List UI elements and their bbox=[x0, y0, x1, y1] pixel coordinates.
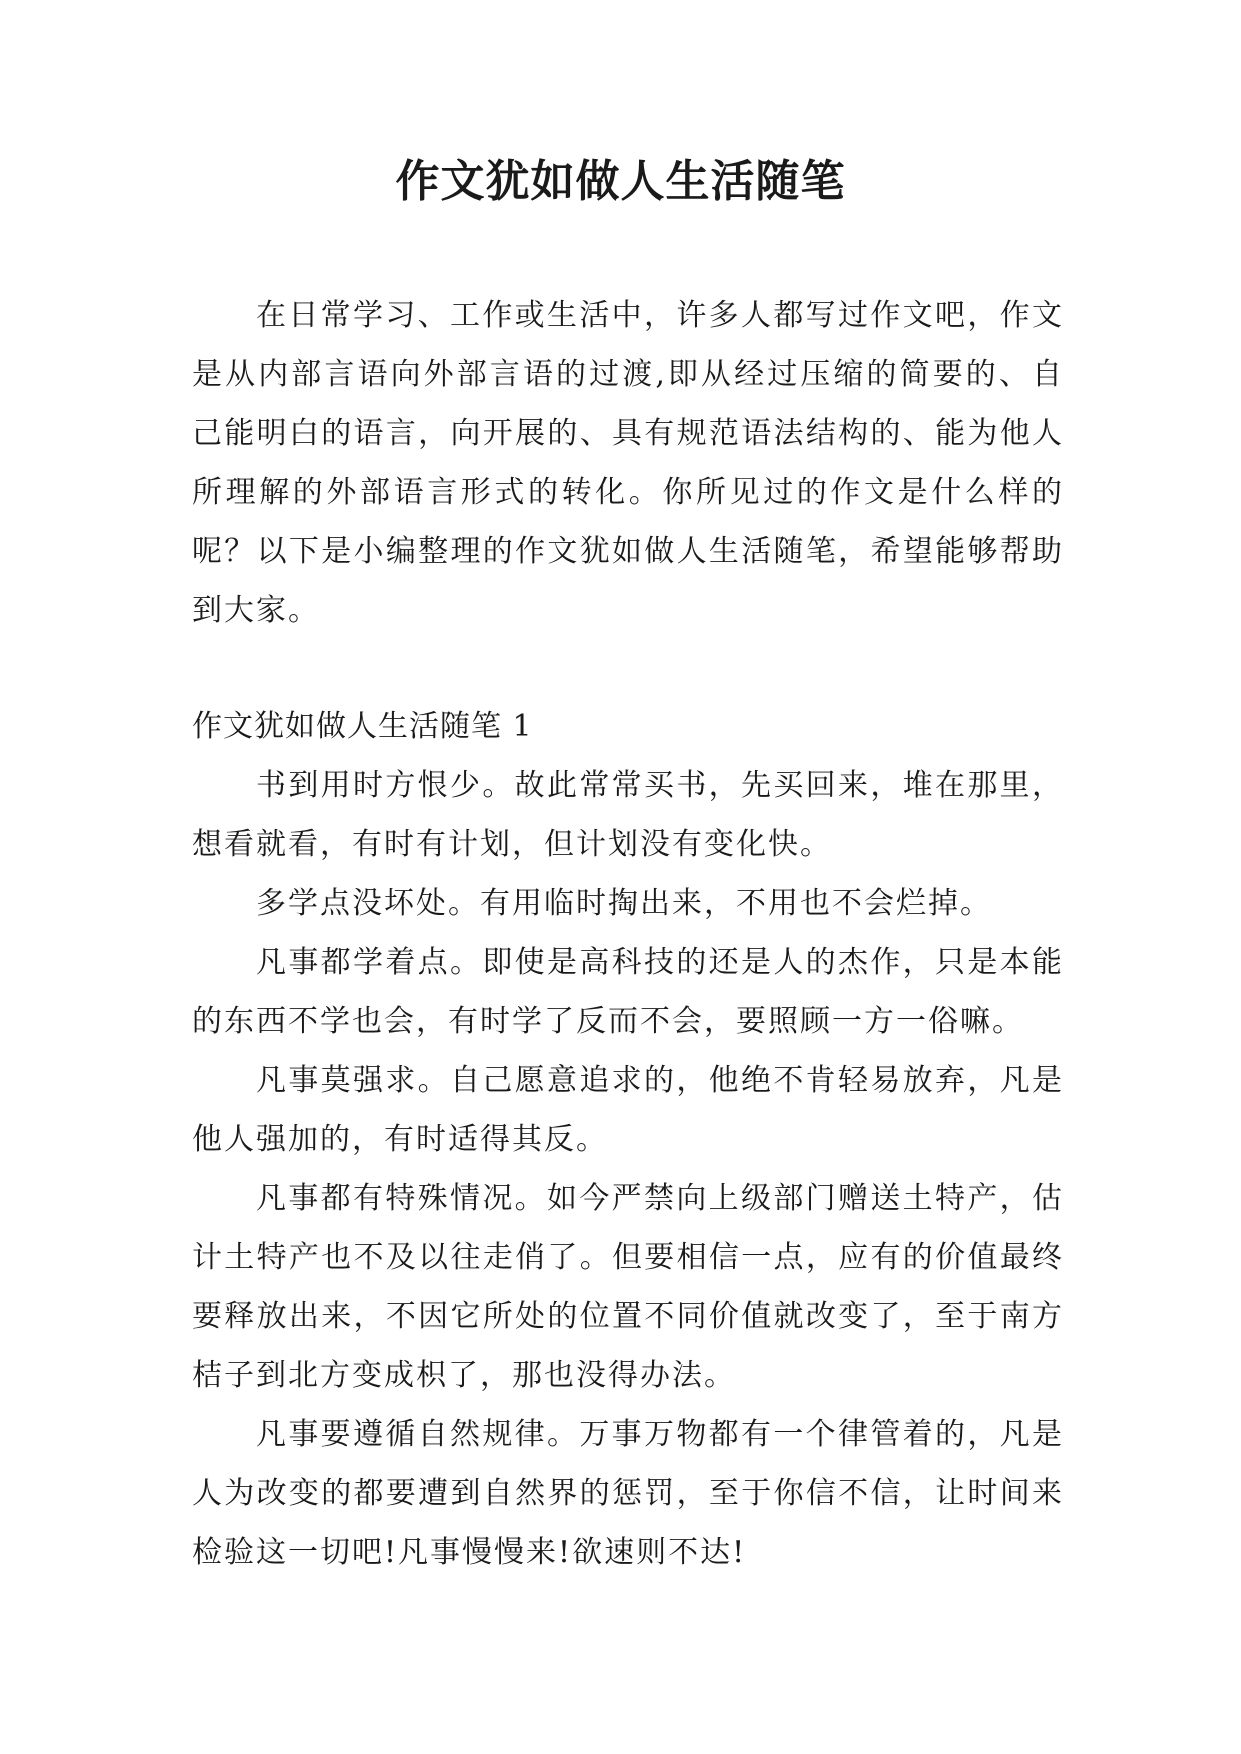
body-paragraph: 凡事要遵循自然规律。万事万物都有一个律管着的，凡是人为改变的都要遭到自然界的惩罚，至于你信不信，让时间来检验这一切吧!凡事慢慢来!欲速则不达! bbox=[192, 1417, 1064, 1570]
document-body bbox=[192, 286, 1064, 1582]
intro-paragraph: 在日常学习、工作或生活中，许多人都写过作文吧，作文是从内部言语向外部言语的过渡,即从经过压缩的简要的、自己能明白的语言，向开展的、具有规范语法结构的、能为他人所理解的外部语言形式的转化。你所见过的作文是什么样的呢？以下是小编整理的作文犹如做人生活随笔，希望能够帮助到大家。 bbox=[192, 298, 1064, 628]
body-paragraph: 凡事都有特殊情况。如今严禁向上级部门赠送土特产，估计土特产也不及以往走俏了。但要相信一点，应有的价值最终要释放出来，不因它所处的位置不同价值就改变了，至于南方桔子到北方变成枳了，那也没得办法。 bbox=[192, 1181, 1064, 1393]
body-paragraph: 多学点没坏处。有用临时掏出来，不用也不会烂掉。 bbox=[256, 886, 992, 921]
body-paragraph: 凡事莫强求。自己愿意追求的，他绝不肯轻易放弃，凡是他人强加的，有时适得其反。 bbox=[192, 1063, 1064, 1157]
body-paragraph: 书到用时方恨少。故此常常买书，先买回来，堆在那里，想看就看，有时有计划，但计划没有变化快。 bbox=[192, 768, 1064, 862]
section-heading: 作文犹如做人生活随笔 1 bbox=[192, 709, 533, 744]
document-title: 作文犹如做人生活随笔 bbox=[395, 156, 846, 207]
body-paragraph: 凡事都学着点。即使是高科技的还是人的杰作，只是本能的东西不学也会，有时学了反而不会，要照顾一方一俗嘛。 bbox=[192, 945, 1064, 1039]
